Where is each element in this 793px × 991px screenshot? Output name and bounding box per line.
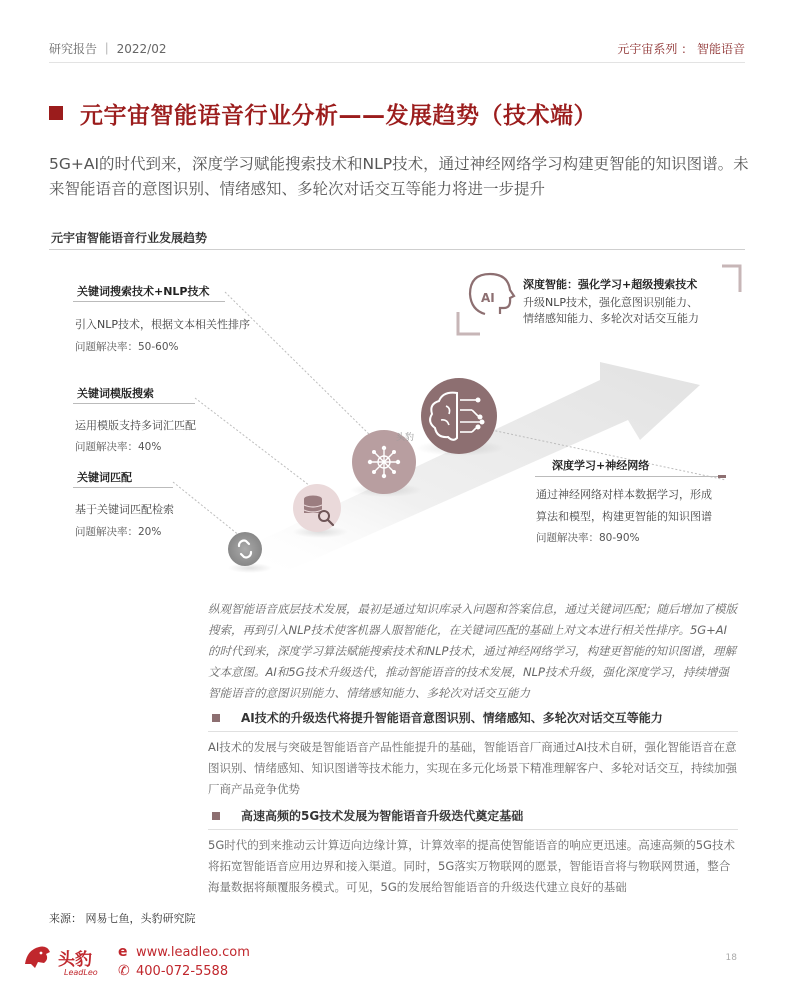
bracket-bottom-left [458, 312, 480, 334]
section-2-heading: 高速高频的5G技术发展为智能语音升级迭代奠定基础 [241, 809, 524, 823]
development-trend-diagram [0, 250, 793, 590]
footer-logo-text: 头豹 [58, 950, 92, 970]
section-2-bullet [212, 812, 220, 820]
stage-keyword-match-desc: 基于关键词匹配检索 [75, 503, 174, 516]
database-search-icon [293, 484, 341, 532]
section-2-divider [208, 829, 738, 830]
stage-keyword-nlp-rate: 问题解决率：50-60% [75, 341, 179, 353]
lead-paragraph: 5G+AI的时代到来，深度学习赋能搜索技术和NLP技术，通过神经网络学习构建更智能的知识图谱。未来智能语音的意图识别、情绪感知、多轮次对话交互等能力将进一步提升 [49, 155, 749, 198]
stage-template-underline [73, 403, 195, 404]
stage-keyword-nlp-desc: 引入NLP技术，根据文本相关性排序 [75, 318, 250, 331]
series-header-label: 元宇宙系列 ： 智能语音 [617, 42, 745, 56]
stage-deep-learning-desc-1: 通过神经网络对样本数据学习，形成 [536, 488, 712, 501]
stage-deep-intelligence-desc-1: 升级NLP技术，强化意图识别能力、 [523, 296, 698, 309]
stage-keyword-nlp-underline [73, 301, 225, 302]
page-title: 元宇宙智能语音行业分析——发展趋势（技术端） [80, 103, 597, 129]
section-1-body: AI技术的发展与突破是智能语音产品性能提升的基础，智能语音厂商通过AI技术自研，强化智能语音在意图识别、情绪感知、知识图谱等技术能力，实现在多元化场景下精准理解客户、多轮对话交互，持续加强厂商产品竞争优势 [208, 740, 737, 796]
stage-keyword-nlp-title: 关键词搜索技术+NLP技术 [77, 285, 210, 298]
stage-template-rate: 问题解决率：40% [75, 441, 162, 453]
stage-keyword-match-rate: 问题解决率：20% [75, 526, 162, 538]
report-header-label: 研究报告 ｜ 2022/02 [49, 42, 167, 56]
stage-deep-intelligence-title: 深度智能：强化学习+超级搜索技术 [523, 278, 698, 291]
phone-icon: ✆ [118, 963, 130, 979]
leopard-logo-icon [22, 942, 52, 972]
footer-logo-subtext: LeadLeo [64, 968, 98, 977]
watermark: 头豹 [396, 433, 415, 443]
section-1-bullet [212, 714, 220, 722]
section-1-heading: AI技术的升级迭代将提升智能语音意图识别、情绪感知、多轮次对话交互等能力 [241, 711, 663, 725]
stage-deep-learning-title: 深度学习+神经网络 [552, 459, 650, 472]
diagram-title: 元宇宙智能语音行业发展趋势 [51, 231, 208, 245]
footer-website[interactable]: www.leadleo.com [136, 945, 250, 960]
bracket-top-right [722, 266, 740, 292]
stage-keyword-match-underline [73, 487, 173, 488]
brain-circuit-icon [421, 378, 497, 454]
header-divider [49, 62, 745, 63]
stage-deep-learning-underline [535, 476, 719, 477]
summary-paragraph: 纵观智能语音底层技术发展，最初是通过知识库录入问题和答案信息，通过关键词匹配；随后增加了模版搜索，再到引入NLP技术使客机器人服智能化，在关键词匹配的基础上对文本进行相关性排序。5G+AI的时代到来，深度学习算法赋能搜索技术和NLP技术，通过神经网络学习，构建更智能的知识图谱，理解文本意图。AI和5G技术升级迭代，推动智能语音的技术发展，NLP技术升级，强化深度学习，持续增强智能语音的意图识别能力、情绪感知能力、多轮次对话交互能力 [208, 602, 737, 700]
source-note: 来源： 网易七鱼，头豹研究院 [49, 912, 196, 925]
web-icon: e [118, 944, 128, 960]
stage-template-title: 关键词模版搜索 [77, 387, 154, 400]
stage-deep-learning-desc-2: 算法和模型，构建更智能的知识图谱 [536, 510, 712, 523]
stage-deep-learning-rate: 问题解决率：80-90% [536, 532, 640, 544]
section-1-divider [208, 731, 738, 732]
link-icon [228, 532, 262, 566]
stage-keyword-match-title: 关键词匹配 [77, 471, 132, 484]
stage-deep-intelligence-desc-2: 情绪感知能力、多轮次对话交互能力 [523, 312, 699, 325]
stage-template-desc: 运用模版支持多词汇匹配 [75, 419, 196, 432]
page-number: 18 [725, 953, 737, 963]
stage-deep-learning-marker [718, 475, 726, 478]
footer-phone: 400-072-5588 [136, 964, 229, 979]
title-marker [49, 106, 63, 120]
ai-head-label: AI [481, 291, 495, 305]
section-2-body: 5G时代的到来推动云计算迈向边缘计算，计算效率的提高使智能语音的响应更迅速。高速高频的5G技术将拓宽智能语音应用边界和接入渠道。同时，5G落实万物联网的愿景，智能语音将与物联网贯通，整合海量数据将颠覆服务模式。可见，5G的发展给智能语音的升级迭代建立良好的基础 [208, 838, 735, 894]
